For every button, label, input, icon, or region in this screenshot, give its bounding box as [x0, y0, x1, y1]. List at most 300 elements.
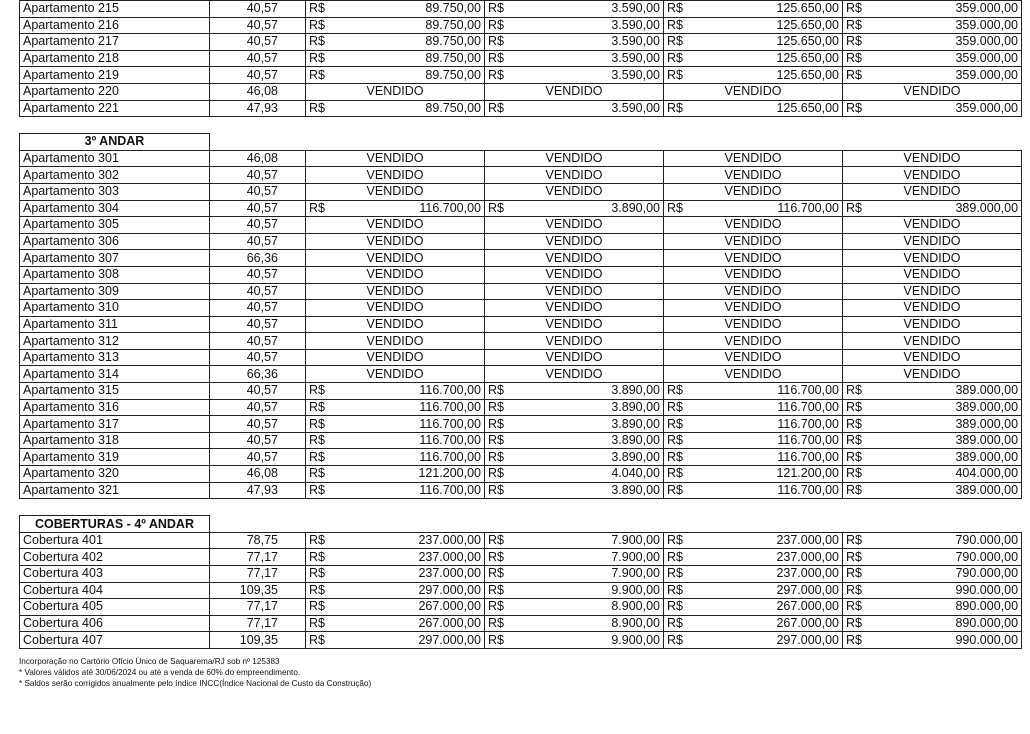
currency-symbol: R$ — [485, 532, 511, 549]
price-value: 116.700,00 — [332, 482, 485, 499]
unit-area: 40,57 — [210, 333, 306, 350]
currency-symbol: R$ — [485, 100, 511, 117]
sold-cell: VENDIDO — [485, 333, 664, 350]
sold-cell: VENDIDO — [664, 233, 843, 250]
price-value: 3.890,00 — [511, 482, 664, 499]
price-value: 116.700,00 — [332, 383, 485, 400]
section-header-row — [20, 134, 1022, 151]
price-value: 89.750,00 — [332, 34, 485, 51]
sold-cell: VENDIDO — [664, 167, 843, 184]
price-value: 990.000,00 — [869, 632, 1022, 649]
currency-symbol: R$ — [485, 17, 511, 34]
currency-symbol: R$ — [306, 383, 332, 400]
unit-area: 109,35 — [210, 632, 306, 649]
unit-area: 47,93 — [210, 482, 306, 499]
footnotes — [19, 656, 1021, 689]
sold-cell: VENDIDO — [664, 300, 843, 317]
currency-symbol: R$ — [306, 466, 332, 483]
currency-symbol: R$ — [306, 599, 332, 616]
unit-area: 40,57 — [210, 416, 306, 433]
price-value: 89.750,00 — [332, 67, 485, 84]
sold-cell: VENDIDO — [843, 283, 1022, 300]
sold-cell: VENDIDO — [485, 83, 664, 100]
table-row — [20, 449, 1022, 466]
sold-cell: VENDIDO — [485, 233, 664, 250]
section-header-row — [20, 516, 1022, 533]
sold-cell: VENDIDO — [485, 283, 664, 300]
price-value: 297.000,00 — [690, 582, 843, 599]
price-value: 121.200,00 — [332, 466, 485, 483]
note-validity: * Valores válidos até 30/06/2024 ou até a venda de 60% do empreendimento. — [19, 667, 301, 677]
price-value: 890.000,00 — [869, 599, 1022, 616]
price-value: 790.000,00 — [869, 532, 1022, 549]
section-header-blank — [210, 516, 1022, 533]
unit-name: Apartamento 217 — [20, 34, 210, 51]
currency-symbol: R$ — [664, 383, 690, 400]
price-value: 116.700,00 — [690, 383, 843, 400]
price-value: 3.890,00 — [511, 383, 664, 400]
sold-cell: VENDIDO — [485, 183, 664, 200]
sold-cell: VENDIDO — [306, 333, 485, 350]
price-value: 116.700,00 — [332, 432, 485, 449]
currency-symbol: R$ — [306, 200, 332, 217]
note-registration: Incorporação no Cartório Ofício Único de Saquarema/RJ sob nº 125383 — [19, 656, 280, 666]
price-value: 389.000,00 — [869, 200, 1022, 217]
sold-cell: VENDIDO — [306, 217, 485, 234]
price-value: 89.750,00 — [332, 17, 485, 34]
currency-symbol: R$ — [664, 34, 690, 51]
price-value: 116.700,00 — [690, 432, 843, 449]
sold-cell: VENDIDO — [664, 83, 843, 100]
unit-area: 46,08 — [210, 83, 306, 100]
sold-cell: VENDIDO — [485, 266, 664, 283]
unit-name: Apartamento 306 — [20, 233, 210, 250]
currency-symbol: R$ — [306, 100, 332, 117]
sold-cell: VENDIDO — [485, 250, 664, 267]
currency-symbol: R$ — [843, 632, 869, 649]
sold-cell: VENDIDO — [843, 150, 1022, 167]
price-value: 116.700,00 — [690, 482, 843, 499]
currency-symbol: R$ — [843, 449, 869, 466]
currency-symbol: R$ — [664, 599, 690, 616]
table-row — [20, 100, 1022, 117]
unit-name: Apartamento 311 — [20, 316, 210, 333]
unit-name: Apartamento 307 — [20, 250, 210, 267]
currency-symbol: R$ — [485, 632, 511, 649]
currency-symbol: R$ — [306, 549, 332, 566]
price-value: 3.890,00 — [511, 399, 664, 416]
price-value: 237.000,00 — [690, 549, 843, 566]
currency-symbol: R$ — [485, 67, 511, 84]
sold-cell: VENDIDO — [485, 150, 664, 167]
price-value: 359.000,00 — [869, 50, 1022, 67]
currency-symbol: R$ — [664, 17, 690, 34]
currency-symbol: R$ — [664, 615, 690, 632]
price-value: 116.700,00 — [332, 449, 485, 466]
price-value: 7.900,00 — [511, 566, 664, 583]
price-value: 8.900,00 — [511, 599, 664, 616]
currency-symbol: R$ — [485, 582, 511, 599]
price-value: 89.750,00 — [332, 100, 485, 117]
price-value: 9.900,00 — [511, 632, 664, 649]
currency-symbol: R$ — [843, 599, 869, 616]
price-value: 297.000,00 — [690, 632, 843, 649]
unit-area: 40,57 — [210, 449, 306, 466]
unit-area: 40,57 — [210, 349, 306, 366]
unit-area: 46,08 — [210, 466, 306, 483]
sold-cell: VENDIDO — [306, 183, 485, 200]
unit-area: 46,08 — [210, 150, 306, 167]
unit-name: Apartamento 309 — [20, 283, 210, 300]
table-row — [20, 416, 1022, 433]
unit-name: Apartamento 215 — [20, 1, 210, 18]
price-value: 237.000,00 — [690, 532, 843, 549]
currency-symbol: R$ — [306, 50, 332, 67]
price-value: 359.000,00 — [869, 34, 1022, 51]
currency-symbol: R$ — [843, 17, 869, 34]
unit-name: Cobertura 406 — [20, 615, 210, 632]
currency-symbol: R$ — [664, 549, 690, 566]
sold-cell: VENDIDO — [664, 366, 843, 383]
currency-symbol: R$ — [843, 100, 869, 117]
unit-name: Cobertura 405 — [20, 599, 210, 616]
price-value: 3.890,00 — [511, 449, 664, 466]
sold-cell: VENDIDO — [485, 349, 664, 366]
unit-name: Apartamento 308 — [20, 266, 210, 283]
price-value: 3.890,00 — [511, 432, 664, 449]
unit-area: 40,57 — [210, 316, 306, 333]
sold-cell: VENDIDO — [306, 266, 485, 283]
unit-name: Apartamento 303 — [20, 183, 210, 200]
price-value: 359.000,00 — [869, 1, 1022, 18]
table-row — [20, 300, 1022, 317]
currency-symbol: R$ — [485, 615, 511, 632]
sold-cell: VENDIDO — [843, 333, 1022, 350]
currency-symbol: R$ — [843, 1, 869, 18]
price-value: 3.590,00 — [511, 1, 664, 18]
table-row — [20, 50, 1022, 67]
sold-cell: VENDIDO — [485, 217, 664, 234]
sold-cell: VENDIDO — [843, 83, 1022, 100]
price-value: 389.000,00 — [869, 416, 1022, 433]
sold-cell: VENDIDO — [664, 250, 843, 267]
price-value: 125.650,00 — [690, 67, 843, 84]
currency-symbol: R$ — [306, 67, 332, 84]
unit-area: 109,35 — [210, 582, 306, 599]
currency-symbol: R$ — [306, 615, 332, 632]
table-row — [20, 200, 1022, 217]
currency-symbol: R$ — [843, 399, 869, 416]
currency-symbol: R$ — [485, 50, 511, 67]
price-value: 9.900,00 — [511, 582, 664, 599]
currency-symbol: R$ — [664, 1, 690, 18]
unit-name: Apartamento 305 — [20, 217, 210, 234]
table-row — [20, 266, 1022, 283]
unit-name: Apartamento 320 — [20, 466, 210, 483]
sold-cell: VENDIDO — [843, 183, 1022, 200]
currency-symbol: R$ — [485, 549, 511, 566]
currency-symbol: R$ — [664, 50, 690, 67]
sold-cell: VENDIDO — [664, 349, 843, 366]
unit-area: 40,57 — [210, 1, 306, 18]
price-value: 3.590,00 — [511, 67, 664, 84]
currency-symbol: R$ — [664, 399, 690, 416]
price-value: 267.000,00 — [332, 615, 485, 632]
currency-symbol: R$ — [485, 482, 511, 499]
table-row — [20, 316, 1022, 333]
unit-area: 40,57 — [210, 50, 306, 67]
table-row — [20, 399, 1022, 416]
currency-symbol: R$ — [664, 432, 690, 449]
currency-symbol: R$ — [843, 34, 869, 51]
table-row — [20, 167, 1022, 184]
unit-name: Cobertura 403 — [20, 566, 210, 583]
price-value: 297.000,00 — [332, 632, 485, 649]
currency-symbol: R$ — [306, 432, 332, 449]
table-row — [20, 283, 1022, 300]
price-value: 116.700,00 — [690, 200, 843, 217]
sold-cell: VENDIDO — [306, 167, 485, 184]
sold-cell: VENDIDO — [306, 83, 485, 100]
note-adjustment: * Saldos serão corrigidos anualmente pelo índice INCC(Índice Nacional de Custo da Construção) — [19, 678, 372, 688]
unit-name: Apartamento 319 — [20, 449, 210, 466]
unit-area: 78,75 — [210, 532, 306, 549]
unit-area: 40,57 — [210, 300, 306, 317]
unit-area: 40,57 — [210, 399, 306, 416]
sold-cell: VENDIDO — [843, 316, 1022, 333]
table-row — [20, 233, 1022, 250]
unit-name: Apartamento 315 — [20, 383, 210, 400]
unit-area: 77,17 — [210, 566, 306, 583]
unit-area: 40,57 — [210, 67, 306, 84]
price-value: 790.000,00 — [869, 566, 1022, 583]
unit-name: Cobertura 401 — [20, 532, 210, 549]
currency-symbol: R$ — [664, 67, 690, 84]
table-row — [20, 349, 1022, 366]
unit-area: 40,57 — [210, 266, 306, 283]
sold-cell: VENDIDO — [843, 366, 1022, 383]
unit-area: 66,36 — [210, 366, 306, 383]
price-value: 267.000,00 — [690, 599, 843, 616]
currency-symbol: R$ — [843, 200, 869, 217]
currency-symbol: R$ — [843, 416, 869, 433]
table-row — [20, 482, 1022, 499]
currency-symbol: R$ — [843, 432, 869, 449]
unit-name: Apartamento 314 — [20, 366, 210, 383]
price-value: 359.000,00 — [869, 17, 1022, 34]
price-value: 116.700,00 — [690, 449, 843, 466]
price-value: 7.900,00 — [511, 549, 664, 566]
price-table — [19, 0, 1022, 117]
table-row — [20, 67, 1022, 84]
currency-symbol: R$ — [664, 200, 690, 217]
sold-cell: VENDIDO — [664, 150, 843, 167]
unit-name: Apartamento 216 — [20, 17, 210, 34]
unit-area: 77,17 — [210, 549, 306, 566]
sold-cell: VENDIDO — [843, 300, 1022, 317]
currency-symbol: R$ — [843, 549, 869, 566]
table-row — [20, 632, 1022, 649]
currency-symbol: R$ — [664, 449, 690, 466]
price-value: 116.700,00 — [332, 200, 485, 217]
price-value: 297.000,00 — [332, 582, 485, 599]
sold-cell: VENDIDO — [843, 349, 1022, 366]
currency-symbol: R$ — [485, 34, 511, 51]
table-row — [20, 83, 1022, 100]
table-row — [20, 549, 1022, 566]
unit-name: Apartamento 304 — [20, 200, 210, 217]
currency-symbol: R$ — [306, 1, 332, 18]
price-value: 4.040,00 — [511, 466, 664, 483]
price-value: 8.900,00 — [511, 615, 664, 632]
sold-cell: VENDIDO — [306, 300, 485, 317]
unit-name: Apartamento 318 — [20, 432, 210, 449]
table-row — [20, 217, 1022, 234]
unit-area: 40,57 — [210, 283, 306, 300]
sold-cell: VENDIDO — [664, 266, 843, 283]
currency-symbol: R$ — [664, 566, 690, 583]
table-row — [20, 17, 1022, 34]
price-value: 389.000,00 — [869, 383, 1022, 400]
price-value: 404.000,00 — [869, 466, 1022, 483]
unit-area: 47,93 — [210, 100, 306, 117]
currency-symbol: R$ — [485, 466, 511, 483]
currency-symbol: R$ — [306, 416, 332, 433]
currency-symbol: R$ — [485, 416, 511, 433]
sold-cell: VENDIDO — [306, 283, 485, 300]
table-row — [20, 150, 1022, 167]
price-value: 3.590,00 — [511, 34, 664, 51]
unit-name: Apartamento 220 — [20, 83, 210, 100]
price-value: 359.000,00 — [869, 67, 1022, 84]
table-row — [20, 250, 1022, 267]
unit-name: Apartamento 313 — [20, 349, 210, 366]
currency-symbol: R$ — [664, 482, 690, 499]
table-row — [20, 1, 1022, 18]
currency-symbol: R$ — [485, 566, 511, 583]
price-value: 267.000,00 — [690, 615, 843, 632]
unit-area: 40,57 — [210, 200, 306, 217]
price-value: 990.000,00 — [869, 582, 1022, 599]
currency-symbol: R$ — [843, 50, 869, 67]
currency-symbol: R$ — [485, 1, 511, 18]
price-value: 890.000,00 — [869, 615, 1022, 632]
sections-container — [19, 0, 1021, 649]
sold-cell: VENDIDO — [664, 283, 843, 300]
price-value: 267.000,00 — [332, 599, 485, 616]
sold-cell: VENDIDO — [306, 366, 485, 383]
price-table — [19, 133, 1022, 499]
unit-name: Cobertura 402 — [20, 549, 210, 566]
table-row — [20, 615, 1022, 632]
table-row — [20, 566, 1022, 583]
sold-cell: VENDIDO — [664, 333, 843, 350]
table-row — [20, 383, 1022, 400]
unit-area: 40,57 — [210, 183, 306, 200]
sold-cell: VENDIDO — [306, 233, 485, 250]
sold-cell: VENDIDO — [306, 316, 485, 333]
price-value: 3.590,00 — [511, 50, 664, 67]
unit-name: Apartamento 221 — [20, 100, 210, 117]
currency-symbol: R$ — [843, 482, 869, 499]
currency-symbol: R$ — [306, 566, 332, 583]
sold-cell: VENDIDO — [843, 217, 1022, 234]
currency-symbol: R$ — [664, 582, 690, 599]
unit-area: 40,57 — [210, 17, 306, 34]
unit-area: 40,57 — [210, 233, 306, 250]
unit-name: Apartamento 312 — [20, 333, 210, 350]
currency-symbol: R$ — [306, 399, 332, 416]
sold-cell: VENDIDO — [843, 266, 1022, 283]
price-value: 237.000,00 — [690, 566, 843, 583]
table-row — [20, 183, 1022, 200]
price-value: 359.000,00 — [869, 100, 1022, 117]
currency-symbol: R$ — [843, 383, 869, 400]
sold-cell: VENDIDO — [843, 250, 1022, 267]
section-header-blank — [210, 134, 1022, 151]
price-value: 116.700,00 — [332, 416, 485, 433]
currency-symbol: R$ — [485, 599, 511, 616]
table-row — [20, 34, 1022, 51]
price-value: 116.700,00 — [690, 416, 843, 433]
price-value: 116.700,00 — [332, 399, 485, 416]
price-value: 125.650,00 — [690, 50, 843, 67]
currency-symbol: R$ — [843, 582, 869, 599]
currency-symbol: R$ — [664, 632, 690, 649]
table-row — [20, 599, 1022, 616]
table-row — [20, 432, 1022, 449]
currency-symbol: R$ — [843, 67, 869, 84]
price-sheet — [19, 0, 1021, 689]
currency-symbol: R$ — [485, 200, 511, 217]
unit-area: 77,17 — [210, 615, 306, 632]
price-value: 125.650,00 — [690, 17, 843, 34]
currency-symbol: R$ — [664, 416, 690, 433]
currency-symbol: R$ — [306, 482, 332, 499]
price-value: 89.750,00 — [332, 1, 485, 18]
unit-name: Apartamento 301 — [20, 150, 210, 167]
table-row — [20, 366, 1022, 383]
price-value: 3.590,00 — [511, 100, 664, 117]
currency-symbol: R$ — [485, 449, 511, 466]
unit-name: Apartamento 317 — [20, 416, 210, 433]
unit-area: 40,57 — [210, 383, 306, 400]
price-value: 125.650,00 — [690, 34, 843, 51]
unit-name: Apartamento 219 — [20, 67, 210, 84]
price-value: 790.000,00 — [869, 549, 1022, 566]
sold-cell: VENDIDO — [843, 233, 1022, 250]
table-row — [20, 333, 1022, 350]
currency-symbol: R$ — [664, 100, 690, 117]
price-value: 237.000,00 — [332, 549, 485, 566]
currency-symbol: R$ — [306, 582, 332, 599]
sold-cell: VENDIDO — [485, 167, 664, 184]
currency-symbol: R$ — [306, 449, 332, 466]
currency-symbol: R$ — [843, 615, 869, 632]
currency-symbol: R$ — [306, 632, 332, 649]
unit-name: Cobertura 407 — [20, 632, 210, 649]
sold-cell: VENDIDO — [843, 167, 1022, 184]
unit-name: Apartamento 310 — [20, 300, 210, 317]
unit-name: Apartamento 321 — [20, 482, 210, 499]
sold-cell: VENDIDO — [485, 316, 664, 333]
sold-cell: VENDIDO — [485, 366, 664, 383]
unit-area: 40,57 — [210, 432, 306, 449]
unit-name: Cobertura 404 — [20, 582, 210, 599]
currency-symbol: R$ — [664, 466, 690, 483]
sold-cell: VENDIDO — [664, 316, 843, 333]
price-value: 89.750,00 — [332, 50, 485, 67]
